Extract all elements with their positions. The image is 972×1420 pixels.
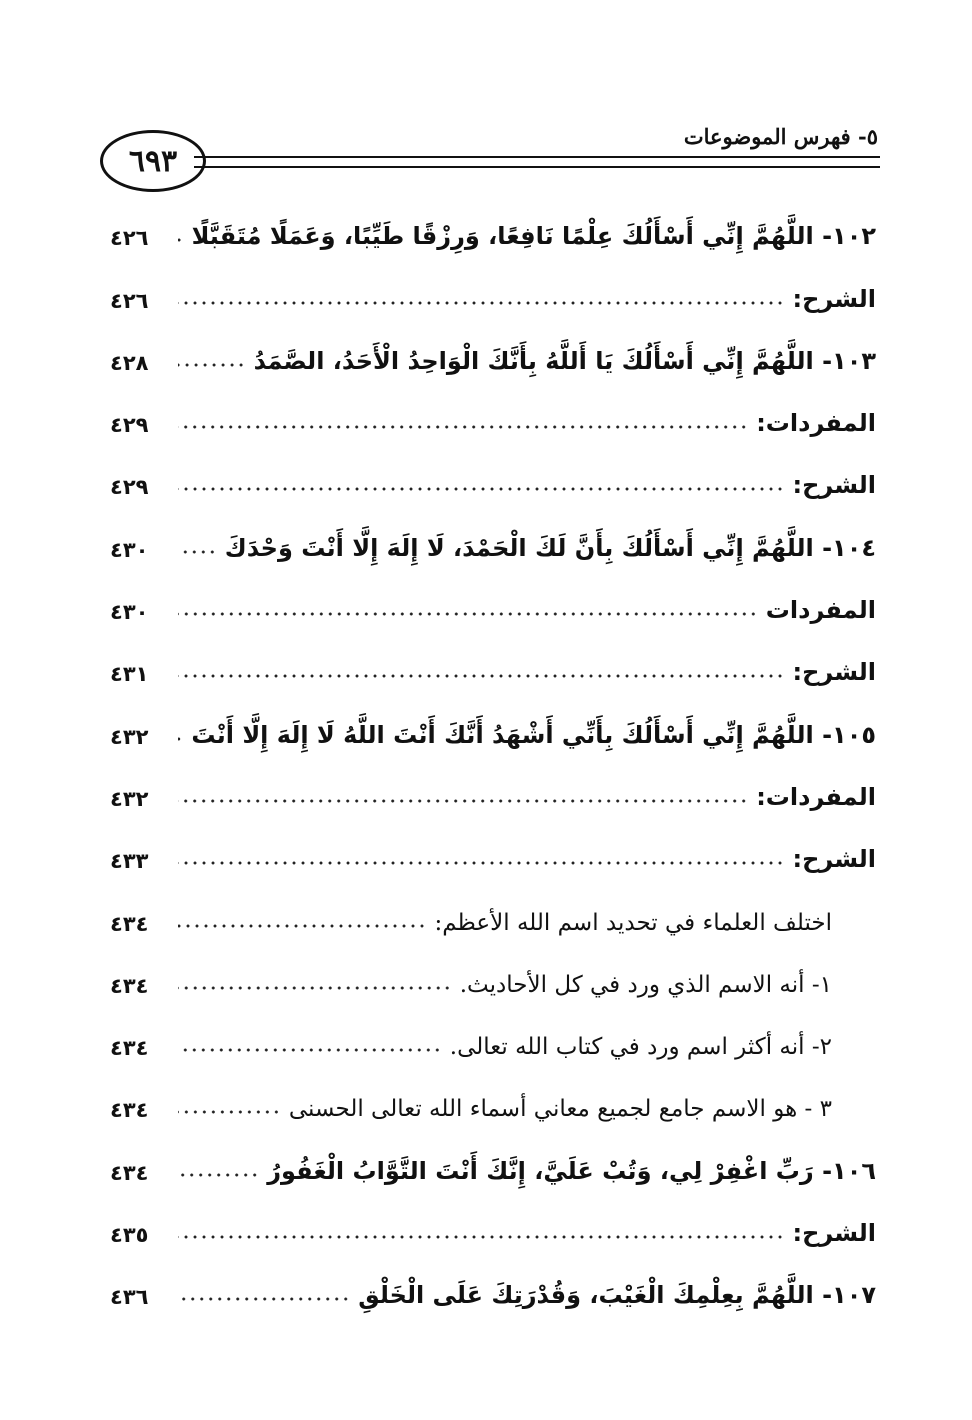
dot-leader	[178, 1234, 785, 1240]
toc-entry-title: المفردات:	[756, 409, 876, 438]
dot-leader	[178, 237, 184, 243]
dot-leader	[178, 362, 246, 368]
toc-entry-page: ٤٣٥	[110, 1223, 149, 1248]
toc-entry-page: ٤٣٦	[110, 1285, 149, 1310]
toc-entry	[110, 1012, 876, 1074]
toc-entry	[110, 950, 876, 1012]
dot-leader	[178, 736, 183, 742]
toc-entry-page: ٤٢٦	[110, 226, 149, 251]
dot-leader	[178, 673, 785, 679]
page-header	[100, 120, 880, 200]
toc-entry	[110, 1074, 876, 1136]
dot-leader	[178, 1109, 281, 1115]
toc-entry-page: ٤٣٤	[110, 911, 149, 936]
table-of-contents	[110, 202, 876, 1323]
dot-leader	[178, 860, 785, 866]
toc-entry-title: ٢- أنه أكثر اسم ورد في كتاب الله تعالى.	[449, 1034, 832, 1061]
toc-entry-title: المفردات	[765, 596, 876, 625]
dot-leader	[178, 1172, 259, 1178]
toc-entry-title: الشرح:	[792, 284, 876, 313]
toc-entry-page: ٤٣٤	[110, 1036, 149, 1061]
toc-entry	[110, 1261, 876, 1323]
toc-entry-title: ١٠٦- رَبِّ اغْفِرْ لِي، وَتُبْ عَلَيَّ، إِنَّكَ أَنْتَ التَّوَّابُ الْغَفُورُ	[267, 1156, 876, 1185]
toc-entry-page: ٤٣٠	[110, 537, 149, 562]
toc-entry-title: اختلف العلماء في تحديد اسم الله الأعظم:	[434, 909, 832, 936]
toc-entry-page: ٤٢٦	[110, 288, 149, 313]
toc-entry-title: ١٠٣- اللَّهُمَّ إِنِّي أَسْأَلُكَ يَا أَللَّهُ بِأَنَّكَ الْوَاحِدُ الْأَحَدُ، الصَّمَدُ	[253, 346, 876, 375]
toc-entry-page: ٤٣٢	[110, 786, 149, 811]
toc-entry-page: ٤٢٨	[110, 350, 149, 375]
header-double-rule	[194, 156, 880, 168]
toc-entry-page: ٤٣٢	[110, 724, 149, 749]
toc-entry-title: الشرح:	[792, 658, 876, 687]
toc-entry	[110, 700, 876, 762]
dot-leader	[178, 1296, 350, 1302]
toc-entry	[110, 576, 876, 638]
toc-entry-title: ١- أنه الاسم الذي ورد في كل الأحاديث.	[459, 971, 832, 998]
dot-leader	[178, 424, 748, 430]
toc-entry-page: ٤٣٤	[110, 973, 149, 998]
toc-entry-page: ٤٣٣	[110, 849, 149, 874]
toc-entry	[110, 327, 876, 389]
toc-entry-title: ١٠٧- اللَّهُمَّ بِعِلْمِكَ الْغَيْبَ، وَقُدْرَتِكَ عَلَى الْخَلْقِ	[358, 1281, 876, 1310]
toc-entry	[110, 389, 876, 451]
toc-entry-title: الشرح:	[792, 1219, 876, 1248]
dot-leader	[178, 300, 785, 306]
toc-entry-title: ١٠٥- اللَّهُمَّ إِنِّي أَسْأَلُكَ بِأَنِّي أَشْهَدُ أَنَّكَ أَنْتَ اللَّهُ لَا إِلَهَ إِلَّا أَنْتَ	[191, 720, 876, 749]
toc-entry-title: الشرح:	[792, 471, 876, 500]
toc-entry-title: المفردات:	[756, 782, 876, 811]
toc-entry	[110, 887, 876, 949]
toc-entry	[110, 202, 876, 264]
dot-leader	[178, 611, 758, 617]
toc-entry-title: ١٠٤- اللَّهُمَّ إِنِّي أَسْأَلُكَ بِأَنَّ لَكَ الْحَمْدَ، لَا إِلَهَ إِلَّا أَنْتَ وَحْدَكَ	[224, 533, 876, 562]
toc-entry-page: ٤٣٤	[110, 1160, 149, 1185]
toc-entry	[110, 1136, 876, 1198]
toc-entry-title: ١٠٢- اللَّهُمَّ إِنِّي أَسْأَلُكَ عِلْمًا نَافِعًا، وَرِزْقًا طَيِّبًا، وَعَمَلًا مُتَقَبَّلًا	[191, 222, 876, 251]
dot-leader	[178, 798, 748, 804]
toc-entry	[110, 763, 876, 825]
toc-entry-page: ٤٢٩	[110, 475, 149, 500]
dot-leader	[178, 923, 427, 929]
dot-leader	[178, 549, 217, 555]
dot-leader	[178, 985, 452, 991]
toc-entry-title: ٣ - هو الاسم جامع لجميع معاني أسماء الله تعالى الحسنى	[288, 1096, 832, 1123]
toc-entry-page: ٤٢٩	[110, 413, 149, 438]
toc-entry	[110, 638, 876, 700]
toc-entry-page: ٤٣١	[110, 662, 149, 687]
toc-entry	[110, 264, 876, 326]
toc-entry-title: الشرح:	[792, 845, 876, 874]
toc-entry-page: ٤٣٤	[110, 1098, 149, 1123]
page-number: ٦٩٣	[128, 143, 178, 179]
page-number-badge	[100, 130, 206, 192]
header-title: ٥- فهرس الموضوعات	[674, 124, 878, 149]
toc-entry	[110, 1199, 876, 1261]
dot-leader	[178, 1047, 442, 1053]
toc-entry	[110, 825, 876, 887]
toc-entry	[110, 513, 876, 575]
toc-entry-page: ٤٣٠	[110, 600, 149, 625]
toc-entry	[110, 451, 876, 513]
dot-leader	[178, 486, 785, 492]
